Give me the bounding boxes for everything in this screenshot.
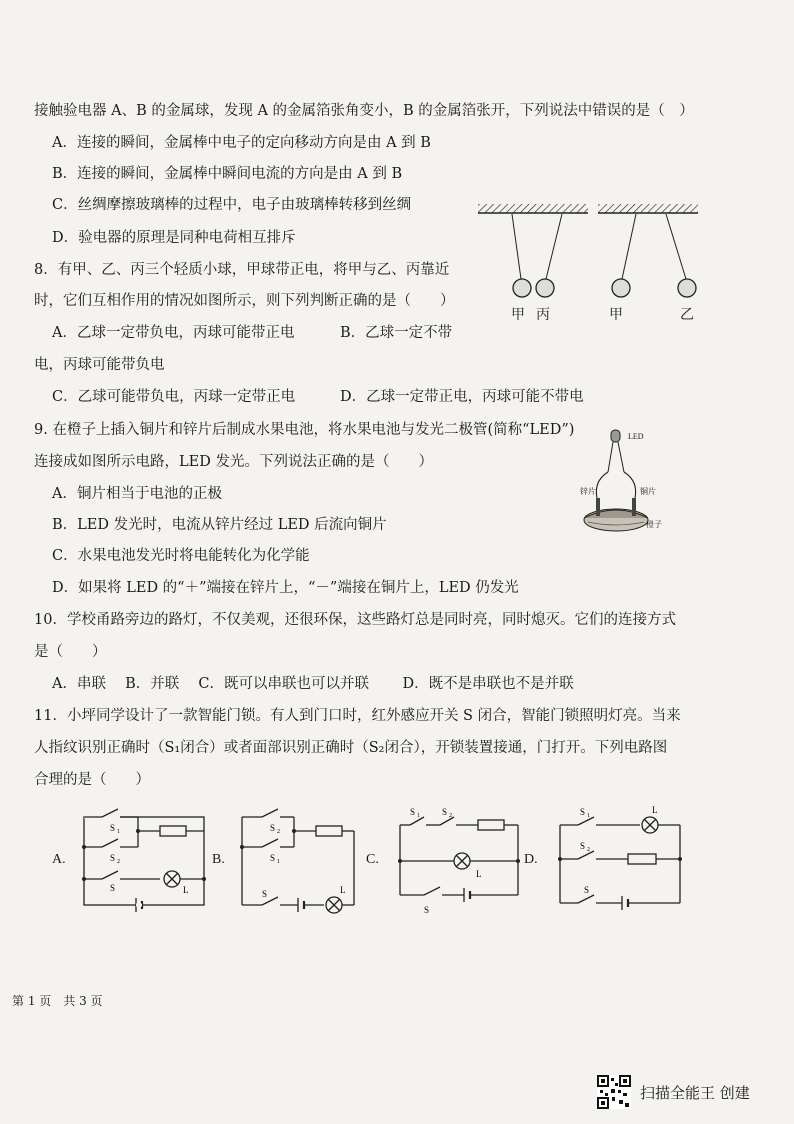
q8-stem-line1: 8．有甲、乙、丙三个轻质小球，甲球带正电，将甲与乙、丙靠近 [34, 262, 450, 278]
q9-option-c: C．水果电池发光时将电能转化为化学能 [52, 548, 310, 564]
q7-option-c: C．丝绸摩擦玻璃棒的过程中，电子由玻璃棒转移到丝绸 [52, 197, 412, 213]
svg-text:S: S [410, 807, 416, 817]
circuit-a [80, 805, 210, 915]
label-jia-2: 甲 [609, 307, 623, 323]
q8-option-b-cont: 电，丙球可能带负电 [34, 357, 165, 373]
circuit-letter-b: B. [212, 852, 225, 867]
q7-option-b: B．连接的瞬间，金属棒中瞬间电流的方向是由 A 到 B [52, 166, 403, 182]
q9-stem-line2: 连接成如图所示电路，LED 发光。下列说法正确的是（ ） [34, 454, 433, 470]
circuit-letter-a: A. [52, 852, 66, 867]
label-yi: 乙 [680, 307, 694, 323]
svg-text:2: 2 [587, 847, 590, 853]
svg-text:S: S [270, 853, 276, 863]
svg-text:1: 1 [587, 813, 590, 819]
page-footer: 第 1 页 共 3 页 [12, 994, 103, 1008]
q8-option-c: C．乙球可能带负电，丙球一定带正电 [52, 389, 296, 405]
svg-text:S: S [442, 807, 448, 817]
svg-text:2: 2 [117, 859, 120, 865]
ball-jia-2 [612, 279, 630, 297]
scanner-watermark: 扫描全能王 创建 [640, 1084, 750, 1102]
label-bing: 丙 [536, 307, 550, 323]
svg-text:S: S [110, 883, 116, 893]
svg-text:L: L [340, 885, 346, 895]
svg-text:2: 2 [277, 829, 280, 835]
svg-text:S: S [110, 823, 116, 833]
q9-figure [574, 424, 674, 534]
circuit-letter-d: D. [524, 852, 538, 867]
svg-text:S: S [584, 885, 590, 895]
circuit-b [238, 805, 368, 915]
svg-text:2: 2 [449, 813, 452, 819]
svg-text:1: 1 [417, 813, 420, 819]
q9-option-d: D．如果将 LED 的“＋”端接在锌片上，“－”端接在铜片上，LED 仍发光 [52, 580, 519, 596]
label-jia-1: 甲 [511, 307, 525, 323]
ball-bing [536, 279, 554, 297]
svg-text:S: S [424, 905, 430, 915]
svg-text:S: S [270, 823, 276, 833]
q8-option-b: B．乙球一定不带 [340, 325, 453, 341]
circuit-d [556, 805, 686, 915]
svg-text:S: S [580, 841, 586, 851]
svg-text:L: L [476, 869, 482, 879]
q11-stem-line2: 人指纹识别正确时（S₁闭合）或者面部识别正确时（S₂闭合），开锁装置接通，门打开。下列电路图 [34, 740, 668, 756]
svg-text:S: S [262, 889, 268, 899]
q9-option-a: A．铜片相当于电池的正极 [52, 486, 222, 502]
q11-stem-line1: 11．小坪同学设计了一款智能门锁。有人到门口时，红外感应开关 S 闭合，智能门锁照明灯亮。当来 [34, 708, 681, 724]
q7-stem: 接触验电器 A、B 的金属球，发现 A 的金属箔张角变小，B 的金属箔张开，下列说法中错误的是（ ） [34, 103, 694, 119]
q9-option-b: B．LED 发光时，电流从锌片经过 LED 后流向铜片 [52, 517, 387, 533]
copper-label: 铜片 [640, 487, 656, 496]
q11-stem-line3: 合理的是（ ） [34, 772, 150, 788]
q7-option-a: A．连接的瞬间，金属棒中电子的定向移动方向是由 A 到 B [52, 135, 431, 151]
q10-stem-line1: 10．学校甬路旁边的路灯，不仅美观，还很环保，这些路灯总是同时亮，同时熄灭。它们的连接方式 [34, 612, 676, 628]
zinc-label: 锌片 [580, 487, 596, 496]
orange-label: 橙子 [646, 520, 662, 529]
svg-text:L: L [652, 805, 658, 815]
ball-yi [678, 279, 696, 297]
qr-code-icon [597, 1075, 631, 1109]
q8-option-a: A．乙球一定带负电，丙球可能带正电 [52, 325, 295, 341]
circuit-letter-c: C. [366, 852, 379, 867]
q10-stem-line2: 是（ ） [34, 644, 107, 660]
svg-text:1: 1 [277, 859, 280, 865]
svg-text:1: 1 [117, 829, 120, 835]
q8-stem-line2: 时，它们互相作用的情况如图所示，则下列判断正确的是（ ） [34, 293, 455, 309]
q7-option-d: D．验电器的原理是同种电荷相互排斥 [52, 230, 296, 246]
ball-jia-1 [513, 279, 531, 297]
q9-stem-line1: 9. 在橙子上插入铜片和锌片后制成水果电池，将水果电池与发光二极管(简称“LED”) [34, 422, 575, 438]
circuit-c [396, 805, 526, 917]
svg-text:S: S [580, 807, 586, 817]
q10-options: A．串联 B．并联 C．既可以串联也可以并联 D．既不是串联也不是并联 [52, 676, 574, 692]
led-label: LED [628, 432, 644, 441]
q8-option-d: D．乙球一定带正电，丙球可能不带电 [340, 389, 584, 405]
svg-text:S: S [110, 853, 116, 863]
svg-text:L: L [183, 885, 189, 895]
